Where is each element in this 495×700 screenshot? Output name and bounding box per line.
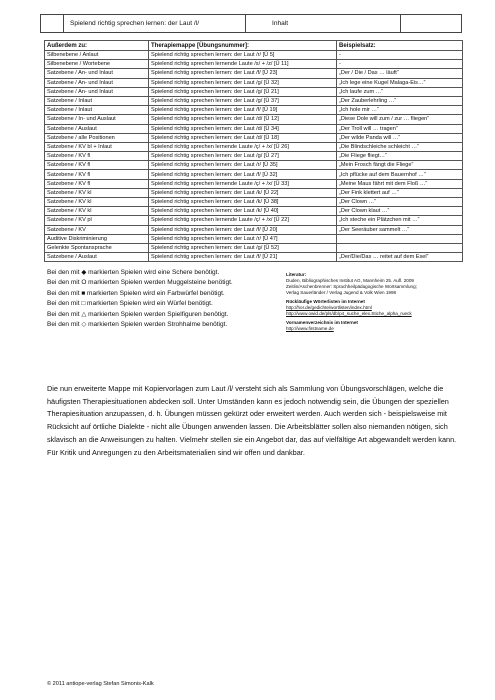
row-level-cell: Satzebene / In- und Auslaut	[45, 115, 149, 124]
legend-item: Bei den mit ◆ markierten Spielen wird eine Schere benötigt.	[47, 269, 220, 276]
row-level-cell: Satzebene / KV fl	[45, 170, 149, 179]
header-title: Spielend richtig sprechen lernen: der Laut /l/	[64, 15, 246, 32]
table-row	[45, 87, 463, 96]
names-heading: Vornamenverzeichnis im Internet	[286, 320, 358, 325]
row-exercise-cell: Spielend richtig sprechen lernen: der Laut /g/ [Ü 27]	[149, 152, 337, 161]
paragraph: Die nun erweiterte Mappe mit Kopiervorlagen zum Laut /l/ versteht sich als Sammlung von Übungsvorschlägen, welche die häufigsten Therapiesituationen abdecken soll. Unter Umständen kann es jedoch notwendig sein, die Übungen der speziellen Therapiesituation anzupassen, d. h. Übungen müssen gekürzt oder erweitert werden. Auch werden sich - beispielsweise mit Rücksicht auf örtliche Dialekte - nicht alle Übungen anwenden lassen. Die Arbeitsblätter sollen also niemanden nötigen, sich sklavisch an die Anweisungen zu halten. Vielmehr stellen sie ein Angebot dar, das auf vielfältige Art abgewandelt werden kann.	[47, 384, 457, 444]
table-row	[45, 124, 463, 133]
table-row	[45, 115, 463, 124]
legend-item: Bei den mit ■ markierten Spielen wird ein Farbwürfel benötigt.	[47, 289, 225, 297]
row-example-cell: „Der Seeräuber sammelt …“	[337, 225, 463, 234]
column-header: Beispielsatz:	[337, 41, 463, 51]
table-row	[45, 96, 463, 105]
row-example-cell: „Der Zauberlehrling …“	[337, 96, 463, 105]
legend-item: Bei den mit △ markierten Spielen werden Spielfiguren benötigt.	[47, 310, 229, 318]
row-example-cell: „Ich lege eine Kugel Malaga-Eis…“	[337, 78, 463, 87]
wordlist-link[interactable]: http://www.owid.de/pls/db/p4_suche_elex.Stiche_alpha_rueck	[286, 311, 412, 316]
table-row	[45, 69, 463, 78]
names-link[interactable]: http://www.firstname.de	[286, 326, 334, 331]
legend-item: Bei den mit ◇ markierten Spielen werden Strohhalme benötigt.	[47, 321, 228, 329]
table-row	[45, 188, 463, 197]
row-level-cell: Auditive Diskriminierung	[45, 234, 149, 243]
references	[286, 272, 476, 332]
row-exercise-cell: Spielend richtig sprechen lernende Laute /ç/ + /x/ [Ü 26]	[149, 142, 337, 151]
table-row	[45, 152, 463, 161]
row-level-cell: Satzebene / An- und Inlaut	[45, 69, 149, 78]
row-exercise-cell: Spielend richtig sprechen lernen: der Laut /r/ [Ü 5]	[149, 51, 337, 60]
literature-heading: Literatur:	[286, 272, 307, 277]
row-level-cell: Satzebene / KV fl	[45, 152, 149, 161]
header-section: Inhalt	[246, 15, 401, 32]
paragraph: Für Kritik und Anregungen zu den Arbeitsmaterialien sind wir offen und dankbar.	[47, 447, 305, 457]
table-body	[45, 51, 463, 262]
row-example-cell: „Der Clown klaut …“	[337, 207, 463, 216]
row-example-cell: „Ich laufe zum …“	[337, 87, 463, 96]
row-exercise-cell: Spielend richtig sprechen lernen: der Laut /f/ [Ü 23]	[149, 69, 337, 78]
intro-text	[47, 383, 465, 459]
row-level-cell: Satzebene / Inlaut	[45, 106, 149, 115]
row-exercise-cell: Spielend richtig sprechen lernen: der Laut /g/ [Ü 32]	[149, 78, 337, 87]
literature-entry: Verlag Sauerländer / Verlag Jugend & Volk Wien 1998	[286, 290, 397, 295]
row-exercise-cell: Spielend richtig sprechen lernen: der Laut /f/ [Ü 19]	[149, 106, 337, 115]
row-exercise-cell: Spielend richtig sprechen lernende Laute /ç/ + /x/ [Ü 33]	[149, 179, 337, 188]
row-level-cell: Satzebene / KV	[45, 225, 149, 234]
row-level-cell: Silbenebene / Anlaut	[45, 51, 149, 60]
table-row	[45, 51, 463, 60]
exercise-table	[44, 40, 463, 262]
header-cell-empty	[401, 15, 461, 32]
row-exercise-cell: Spielend richtig sprechen lernen: der Laut /f/ [Ü 32]	[149, 170, 337, 179]
table-row	[45, 225, 463, 234]
row-level-cell: Satzebene / Auslaut	[45, 124, 149, 133]
row-level-cell: Satzebene / An- und Inlaut	[45, 78, 149, 87]
literature-entry: Duden, Bibliographisches Institut AG, Mannheim 25. Aufl. 2009	[286, 278, 414, 283]
row-level-cell: Satzebene / KV kl	[45, 198, 149, 207]
row-exercise-cell: Spielend richtig sprechen lernen: der Laut /f/ [Ü 20]	[149, 225, 337, 234]
row-exercise-cell: Spielend richtig sprechen lernen: der Laut /d/ [Ü 34]	[149, 124, 337, 133]
row-exercise-cell: Spielend richtig sprechen lernen: der Laut /r/ [Ü 35]	[149, 161, 337, 170]
row-example-cell: „Die Fliege fliegt…“	[337, 152, 463, 161]
row-level-cell: Satzebene / An- und Inlaut	[45, 87, 149, 96]
row-exercise-cell: Spielend richtig sprechen lernen: der Laut /d/ [Ü 12]	[149, 115, 337, 124]
row-exercise-cell: Spielend richtig sprechen lernen: der Laut /k/ [Ü 38]	[149, 198, 337, 207]
row-exercise-cell: Spielend richtig sprechen lernen: der Laut /k/ [Ü 22]	[149, 188, 337, 197]
row-level-cell: Satzebene / KV pl	[45, 216, 149, 225]
wordlists-heading: Rückläufige Wörterlisten im Internet	[286, 299, 365, 304]
row-exercise-cell: Spielend richtig sprechen lernen: der Laut /r/ [Ü 47]	[149, 234, 337, 243]
row-level-cell: Satzebene / Auslaut	[45, 253, 149, 262]
column-header: Therapiemappe [Übungsnummer]:	[149, 41, 337, 51]
page-header	[40, 14, 462, 33]
table-row	[45, 234, 463, 243]
row-example-cell: -	[337, 60, 463, 69]
table-row	[45, 60, 463, 69]
row-example-cell: „Ich hole mir …“	[337, 106, 463, 115]
row-example-cell: „Mein Frosch fängt die Fliege“	[337, 161, 463, 170]
row-example-cell: „Meine Maus fährt mit dem Floß …“	[337, 179, 463, 188]
row-example-cell: „Der Clown …“	[337, 198, 463, 207]
row-level-cell: Satzebene / alle Positionen	[45, 133, 149, 142]
wordlist-link[interactable]: http://hor.de/gedichte/wortlisten/index.html	[286, 305, 372, 310]
row-example-cell: „Der Troll will … tragen“	[337, 124, 463, 133]
row-exercise-cell: Spielend richtig sprechen lernende Laute /ç/ + /x/ [Ü 22]	[149, 216, 337, 225]
table-row	[45, 142, 463, 151]
row-example-cell: „Der wilde Panda will …“	[337, 133, 463, 142]
table-row	[45, 133, 463, 142]
table-header-row	[45, 41, 463, 51]
row-exercise-cell: Spielend richtig sprechen lernen: der Laut /g/ [Ü 37]	[149, 96, 337, 105]
table-row	[45, 243, 463, 252]
row-exercise-cell: Spielend richtig sprechen lernen: der Laut /d/ [Ü 18]	[149, 133, 337, 142]
row-level-cell: Satzebene / Inlaut	[45, 96, 149, 105]
row-exercise-cell: Spielend richtig sprechen lernen: der Laut /k/ [Ü 40]	[149, 207, 337, 216]
table-row	[45, 216, 463, 225]
table-row	[45, 207, 463, 216]
row-example-cell	[337, 234, 463, 243]
row-example-cell: „Der / Die / Das … läuft“	[337, 69, 463, 78]
row-example-cell: „Ich pflücke auf dem Bauernhof …“	[337, 170, 463, 179]
row-exercise-cell: Spielend richtig sprechen lernen: der Laut /g/ [Ü 21]	[149, 87, 337, 96]
row-example-cell: „Der Fink klettert auf …“	[337, 188, 463, 197]
legend-item: Bei den mit □ markierten Spielen wird ein Würfel benötigt.	[47, 300, 213, 308]
literature-entry: Zeitlin/Aschenbrenner: Sprachheilpädagogische Wortsammlung;	[286, 284, 417, 289]
row-level-cell: Silbenebene / Wortebene	[45, 60, 149, 69]
row-exercise-cell: Spielend richtig sprechen lernen: der Laut /f/ [Ü 21]	[149, 253, 337, 262]
row-example-cell: „Ich steche ein Plätzchen mit …“	[337, 216, 463, 225]
legend-item: Bei den mit O markierten Spielen werden Muggelsteine benötigt.	[47, 279, 233, 287]
row-level-cell: Gelenkte Spontansprache	[45, 243, 149, 252]
row-example-cell: -	[337, 51, 463, 60]
table-row	[45, 161, 463, 170]
table-row	[45, 198, 463, 207]
row-example-cell	[337, 243, 463, 252]
materials-legend	[47, 268, 233, 330]
row-level-cell: Satzebene / KV fl	[45, 161, 149, 170]
row-exercise-cell: Spielend richtig sprechen lernende Laute /s/ + /z/ [Ü 11]	[149, 60, 337, 69]
table-row	[45, 106, 463, 115]
table-row	[45, 78, 463, 87]
header-cell-empty	[41, 15, 64, 32]
row-level-cell: Satzebene / KV kl	[45, 188, 149, 197]
row-level-cell: Satzebene / KV fl	[45, 179, 149, 188]
row-example-cell: „Diese Dole will zum / zur … fliegen“	[337, 115, 463, 124]
row-example-cell: „Der/Die/Das … reitet auf dem Esel“	[337, 253, 463, 262]
table-row	[45, 170, 463, 179]
copyright-footer: © 2011 antiope-verlag Stefan Simonis-Kalk	[47, 681, 154, 687]
column-header: Außerdem zu:	[45, 41, 149, 51]
row-example-cell: „Die Blindschleiche schleicht …“	[337, 142, 463, 151]
row-exercise-cell: Spielend richtig sprechen lernen: der Laut /g/ [Ü 52]	[149, 243, 337, 252]
row-level-cell: Satzebene / KV kl	[45, 207, 149, 216]
table-row	[45, 179, 463, 188]
row-level-cell: Satzebene / KV bl + Inlaut	[45, 142, 149, 151]
table-row	[45, 253, 463, 262]
